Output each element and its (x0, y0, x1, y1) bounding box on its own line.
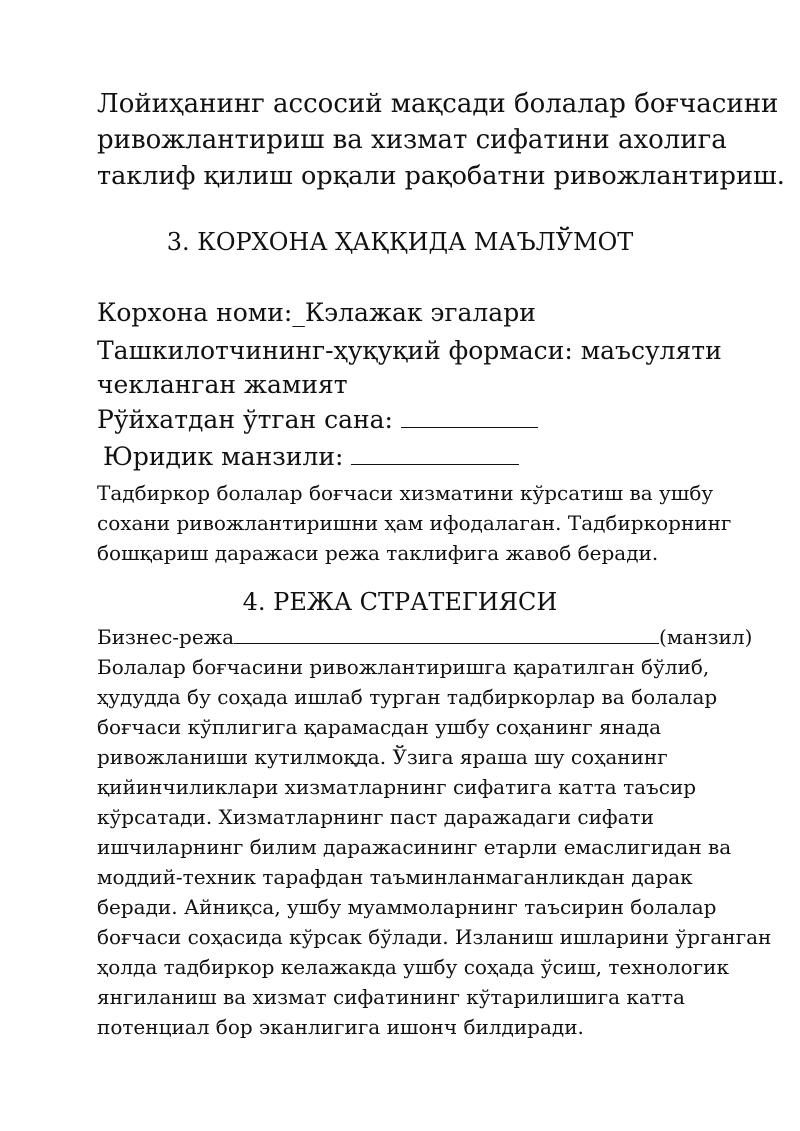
business-plan-label: Бизнес-режа (97, 625, 235, 649)
legal-form-line-2: чекланган жамият (97, 370, 348, 399)
company-name: Корхона номи:_Кэлажак эгалари (97, 298, 536, 327)
section-4-line-8: моддий-техник тарафдан таъминланмаганликдан дарак (97, 865, 693, 889)
section-4-line-13: потенциал бор эканлигига ишонч билдиради. (97, 1015, 584, 1039)
section-3-heading: 3. КОРХОНА ҲАҚҚИДА МАЪЛЎМОТ (166, 228, 634, 256)
section-3-line-1: Тадбиркор болалар боғчаси хизматини кўрсатиш ва ушбу (97, 481, 714, 505)
section-4-line-6: кўрсатади. Хизматларнинг паст даражадаги сифати (97, 805, 654, 829)
section-4-line-5: қийинчиликлари хизматларнинг сифатига катта таъсир (97, 775, 697, 799)
business-plan-blank (234, 642, 659, 644)
intro-line-3: таклиф қилиш орқали рақобатни ривожлантириш. (97, 161, 785, 191)
section-4-line-2: ҳудудда бу соҳада ишлаб турган тадбиркорлар ва болалар (97, 685, 718, 709)
section-4-line-7: ишчиларнинг билим даражасининг етарли емаслигидан ва (97, 835, 732, 859)
section-4-line-9: беради. Айниқса, ушбу муаммоларнинг таъсирин болалар (97, 895, 717, 919)
intro-line-1: Лойиҳанинг ассосий мақсади болалар боғчасини (97, 89, 779, 119)
address-hint: (манзил) (659, 625, 753, 649)
section-4-line-10: боғчаси соҳасида кўрсак бўлади. Изланиш ишларини ўрганган (97, 925, 772, 949)
section-4-line-3: боғчаси кўплигига қарамасдан ушбу соҳанинг янада (97, 715, 662, 739)
registration-date-label: Рўйхатдан ўтган сана: (97, 405, 393, 434)
legal-form-line-1: Ташкилотчининг-ҳуқуқий формаси: маъсуляти (97, 336, 722, 365)
section-4-line-12: янгиланиш ва хизмат сифатининг кўтарилишига катта (97, 985, 685, 1009)
legal-address-row (103, 442, 519, 471)
section-3-line-3: бошқариш даражаси режа таклифига жавоб беради. (97, 541, 659, 565)
registration-date-row (97, 405, 538, 434)
registration-date-blank (401, 426, 538, 428)
legal-address-blank (351, 463, 519, 465)
section-4-line-4: ривожланиши кутилмоқда. Ўзига яраша шу соҳанинг (97, 745, 668, 769)
section-4-heading: 4. РЕЖА СТРАТЕГИЯСИ (242, 588, 558, 616)
section-3-line-2: сохани ривожлантиришни ҳам ифодалаган. Тадбиркорнинг (97, 511, 732, 535)
intro-line-2: ривожлантириш ва хизмат сифатини ахолига (97, 125, 727, 155)
legal-address-label: Юридик манзили: (103, 442, 344, 471)
section-4-line-1: Болалар боғчасини ривожлантиришга қаратилган бўлиб, (97, 655, 710, 679)
business-plan-row (97, 622, 752, 652)
section-4-line-11: ҳолда тадбиркор келажакда ушбу соҳада ўсиш, технологик (97, 955, 729, 979)
